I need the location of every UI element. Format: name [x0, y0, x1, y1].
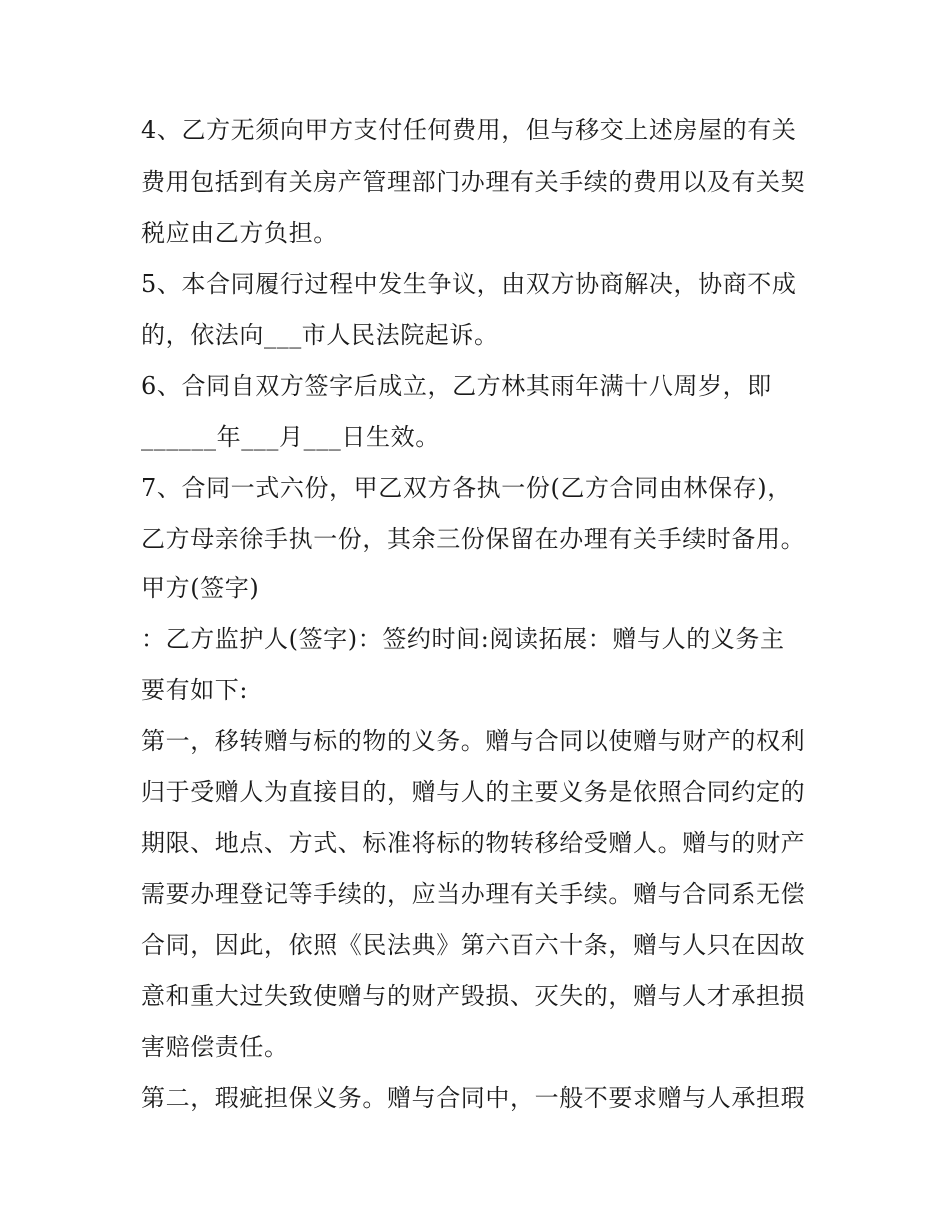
extension-intro-line: 要有如下: — [141, 676, 249, 704]
second-duty-line-1: 第二，瑕疵担保义务。赠与合同中，一般不要求赠与人承担瑕 — [141, 1084, 806, 1112]
party-a-signature-line: 甲方(签字) — [141, 574, 260, 602]
clause-6-line-1: 6、合同自双方签字后成立，乙方林其雨年满十八周岁，即 — [141, 372, 772, 400]
first-duty-line-5: 合同，因此，依照《民法典》第六百六十条，赠与人只在因故 — [141, 931, 806, 959]
first-duty-line-1: 第一，移转赠与标的物的义务。赠与合同以使赠与财产的权利 — [141, 727, 806, 755]
clause-6-line-2: ______年___月___日生效。 — [141, 423, 440, 451]
first-duty-line-7: 害赔偿责任。 — [141, 1033, 289, 1061]
clause-4-line-3: 税应由乙方负担。 — [141, 219, 338, 247]
clause-4-line-1: 4、乙方无须向甲方支付任何费用，但与移交上述房屋的有关 — [141, 116, 797, 144]
first-duty-line-2: 归于受赠人为直接目的，赠与人的主要义务是依照合同约定的 — [141, 778, 806, 806]
first-duty-line-6: 意和重大过失致使赠与的财产毁损、灭失的，赠与人才承担损 — [141, 982, 806, 1010]
first-duty-line-4: 需要办理登记等手续的，应当办理有关手续。赠与合同系无偿 — [141, 880, 806, 908]
guardian-signature-line: ：乙方监护人(签字)：签约时间:阅读拓展：赠与人的义务主 — [141, 625, 785, 653]
clause-5-line-1: 5、本合同履行过程中发生争议，由双方协商解决，协商不成 — [141, 270, 797, 298]
clause-4-line-2: 费用包括到有关房产管理部门办理有关手续的费用以及有关契 — [141, 168, 806, 196]
clause-7-line-2: 乙方母亲徐手执一份，其余三份保留在办理有关手续时备用。 — [141, 525, 806, 553]
clause-5-line-2: 的，依法向___市人民法院起诉。 — [141, 321, 499, 349]
first-duty-line-3: 期限、地点、方式、标准将标的物转移给受赠人。赠与的财产 — [141, 829, 806, 857]
clause-7-line-1: 7、合同一式六份，甲乙双方各执一份(乙方合同由林保存)， — [141, 474, 792, 502]
